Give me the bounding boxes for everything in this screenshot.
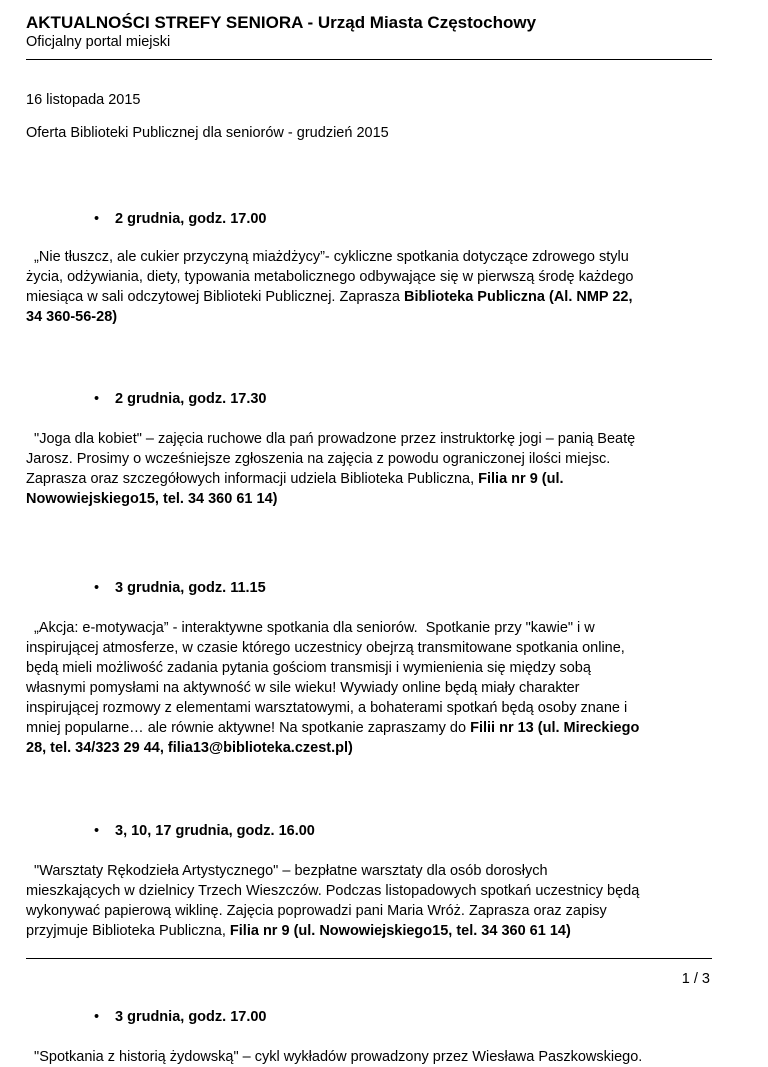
- description-text: inspirującej atmosferze, w czasie którego uczestnicy obejrzą transmitowane spotkania online,: [26, 640, 625, 656]
- description-text: „Akcja: e-motywacja” - interaktywne spotkania dla seniorów. Spotkanie przy "kawie" i w: [26, 620, 595, 636]
- page-number: 1 / 3: [681, 971, 710, 987]
- event-datetime-text: 2 grudnia, godz. 17.00: [115, 211, 267, 227]
- description-line: [26, 429, 716, 449]
- description-line: [26, 638, 716, 658]
- description-text: życia, odżywiania, diety, typowania metabolicznego odbywające się w pierwszą środę każdego: [26, 269, 634, 285]
- event-description: [26, 1047, 716, 1067]
- description-text: Zaprasza oraz szczegółowych informacji udziela Biblioteka Publiczna,: [26, 471, 479, 487]
- description-line: [26, 718, 716, 738]
- description-bold-text: Filii nr 13 (ul. Mireckiego: [470, 720, 640, 736]
- event-item: [26, 1007, 716, 1067]
- event-description: [26, 861, 716, 941]
- description-text: własnymi pomysłami na aktywność w sile wieku! Wywiady online będą miały charakter: [26, 680, 580, 696]
- description-text: przyjmuje Biblioteka Publiczna,: [26, 923, 230, 939]
- description-text: inspirującej rozmowy z elementami warsztatowymi, a bohaterami spotkań będą osoby znane i: [26, 700, 628, 716]
- description-line: [26, 901, 716, 921]
- description-bold-text: 34 360-56-28): [26, 309, 118, 325]
- description-bold-text: 28, tel. 34/323 29 44, filia13@biblioteka.czest.pl): [26, 740, 353, 756]
- article-title: Oferta Biblioteki Publicznej dla seniorów - grudzień 2015: [26, 125, 389, 141]
- event-item: [26, 578, 716, 758]
- description-line: [26, 618, 716, 638]
- description-line: [26, 267, 716, 287]
- description-bold-text: Nowowiejskiego15, tel. 34 360 61 14): [26, 491, 278, 507]
- event-datetime: [26, 389, 716, 409]
- description-line: [26, 469, 716, 489]
- event-datetime-text: 3 grudnia, godz. 11.15: [115, 580, 266, 596]
- description-line: [26, 489, 716, 509]
- event-description: [26, 429, 716, 509]
- bullet-icon: •: [94, 823, 100, 839]
- event-description: [26, 247, 716, 327]
- description-text: Jarosz. Prosimy o wcześniejsze zgłoszenia na zajęcia z powodu ograniczonej ilości miejsc.: [26, 451, 611, 467]
- description-line: [26, 678, 716, 698]
- description-line: [26, 881, 716, 901]
- description-text: wykonywać papierową wiklinę. Zajęcia poprowadzi pani Maria Wróż. Zaprasza oraz zapisy: [26, 903, 607, 919]
- event-datetime: [26, 1007, 716, 1027]
- event-datetime-text: 3 grudnia, godz. 17.00: [115, 1009, 267, 1025]
- event-datetime: [26, 821, 716, 841]
- event-datetime-text: 3, 10, 17 grudnia, godz. 16.00: [115, 823, 315, 839]
- site-subtitle: Oficjalny portal miejski: [26, 34, 171, 50]
- description-line: [26, 287, 716, 307]
- description-line: [26, 247, 716, 267]
- description-line: [26, 698, 716, 718]
- bullet-icon: •: [94, 211, 100, 227]
- description-line: [26, 861, 716, 881]
- description-line: [26, 658, 716, 678]
- article-body: [26, 90, 716, 1067]
- description-bold-text: Filia nr 9 (ul.: [478, 471, 564, 487]
- footer-divider: [26, 958, 712, 959]
- description-text: "Joga dla kobiet" – zajęcia ruchowe dla pań prowadzone przez instruktorkę jogi – panią Beatę: [26, 431, 636, 447]
- article-date: 16 listopada 2015: [26, 92, 141, 108]
- description-line: [26, 449, 716, 469]
- description-line: [26, 738, 716, 758]
- event-datetime-text: 2 grudnia, godz. 17.30: [115, 391, 267, 407]
- event-description: [26, 618, 716, 758]
- bullet-icon: •: [94, 580, 100, 596]
- bullet-icon: •: [94, 391, 100, 407]
- header-divider: [26, 59, 712, 60]
- description-line: [26, 307, 716, 327]
- event-list: [26, 209, 716, 1067]
- description-text: będą mieli możliwość zadania pytania gościom transmisji i wymienienia się między sobą: [26, 660, 591, 676]
- description-text: "Warsztaty Rękodzieła Artystycznego" – bezpłatne warsztaty dla osób dorosłych: [26, 863, 548, 879]
- description-bold-text: Filia nr 9 (ul. Nowowiejskiego15, tel. 34 360 61 14): [229, 923, 571, 939]
- description-line: [26, 921, 716, 941]
- bullet-icon: •: [94, 1009, 100, 1025]
- description-text: mieszkających w dzielnicy Trzech Wieszczów. Podczas listopadowych spotkań uczestnicy będą: [26, 883, 640, 899]
- description-text: „Nie tłuszcz, ale cukier przyczyną miażdżycy”- cykliczne spotkania dotyczące zdrowego stylu: [26, 249, 629, 265]
- description-text: mniej popularne… ale równie aktywne! Na spotkanie zapraszamy do: [26, 720, 471, 736]
- description-line: [26, 1047, 716, 1067]
- event-item: [26, 389, 716, 509]
- event-datetime: [26, 578, 716, 598]
- event-datetime: [26, 209, 716, 229]
- description-bold-text: Biblioteka Publiczna (Al. NMP 22,: [403, 289, 633, 305]
- page-header: [26, 12, 712, 52]
- event-item: [26, 209, 716, 327]
- description-text: miesiąca w sali odczytowej Biblioteki Publicznej. Zaprasza: [26, 289, 404, 305]
- site-title: AKTUALNOŚCI STREFY SENIORA - Urząd Miasta Częstochowy: [26, 13, 537, 32]
- event-item: [26, 821, 716, 941]
- description-text: "Spotkania z historią żydowską" – cykl wykładów prowadzony przez Wiesława Paszkowskiego.: [26, 1049, 643, 1065]
